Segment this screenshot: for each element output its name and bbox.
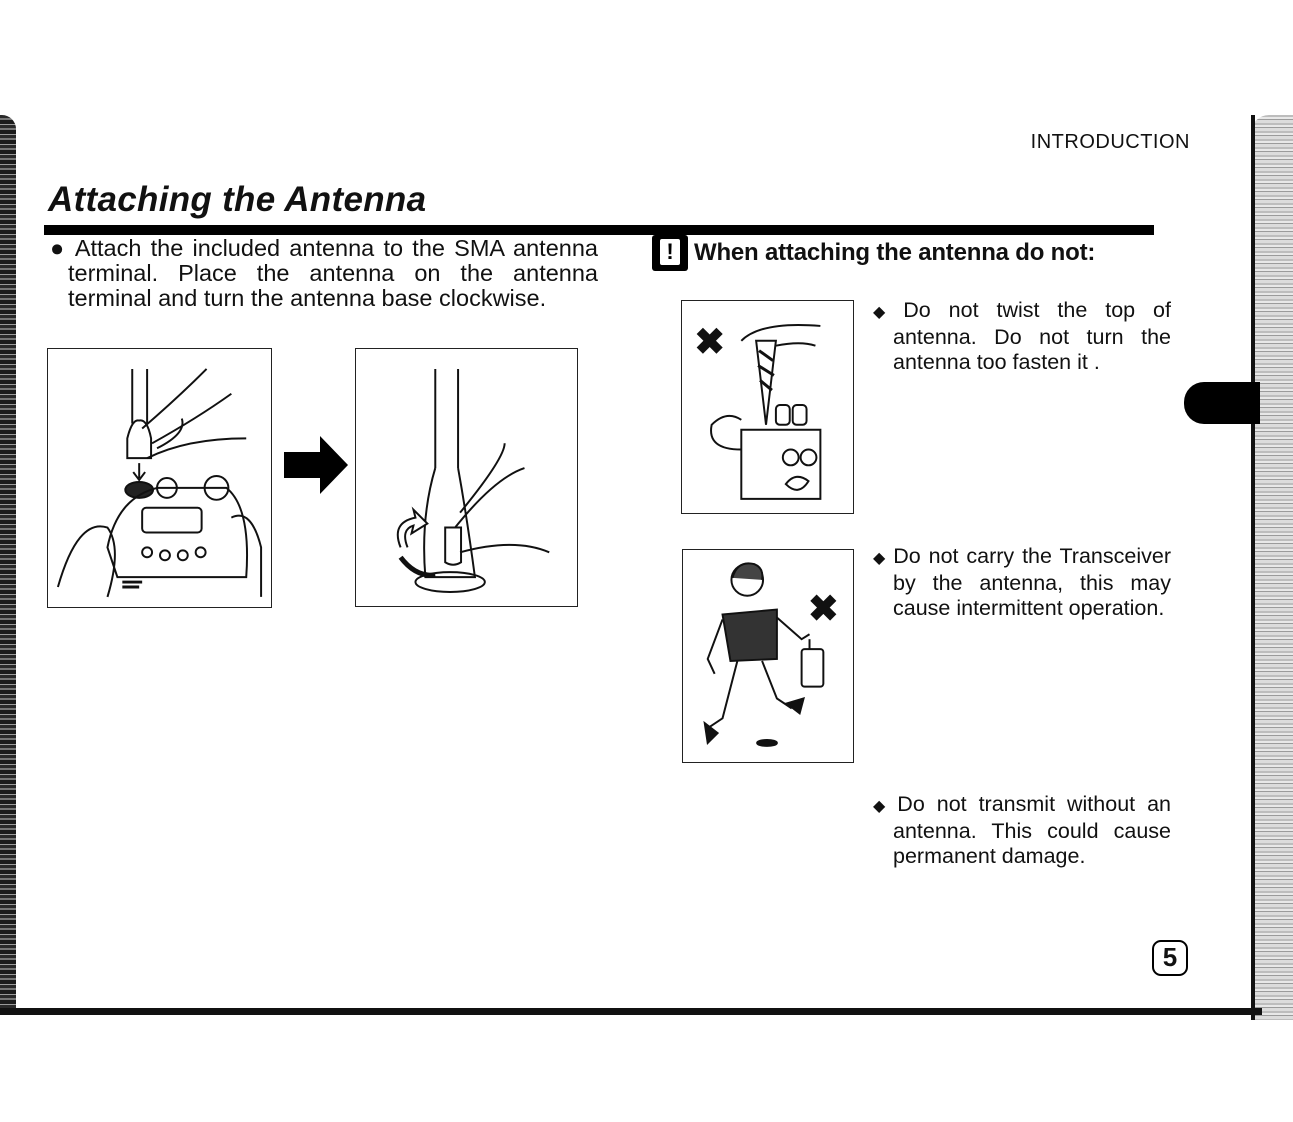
caution-note-3	[873, 792, 1171, 869]
caution-note-2	[873, 544, 1171, 621]
right-arrow-icon	[284, 436, 348, 494]
section-header: INTRODUCTION	[1030, 131, 1190, 153]
instruction-paragraph	[50, 236, 598, 311]
caution-heading	[652, 235, 1095, 271]
figure-turn-antenna-base	[355, 348, 578, 607]
diamond-bullet: ◆	[873, 304, 898, 321]
title-rule	[44, 225, 1154, 235]
prohibited-x-icon	[813, 598, 833, 618]
caution-note-1-text: Do not twist the top of antenna. Do not turn the antenna too fasten it .	[893, 298, 1171, 374]
bullet-dot: ●	[50, 235, 75, 261]
caution-note-3-text: Do not transmit without an antenna. This could cause permanent damage.	[893, 792, 1171, 868]
caution-note-1	[873, 298, 1171, 375]
scan-edge-left	[0, 115, 16, 1015]
caution-note-2-text: Do not carry the Transceiver by the antenna, this may cause intermittent operation.	[893, 544, 1171, 620]
figure-do-not-twist	[681, 300, 854, 514]
page-title: Attaching the Antenna	[48, 180, 427, 219]
instruction-text: Attach the included antenna to the SMA antenna terminal. Place the antenna on the antenna terminal and turn the antenna base clockwise.	[68, 235, 598, 311]
page-bottom-rule	[0, 1008, 1262, 1015]
page-number: 5	[1152, 940, 1188, 976]
figure-do-not-carry	[682, 549, 854, 763]
prohibited-x-icon	[700, 331, 720, 351]
figure-attach-antenna	[47, 348, 272, 608]
diamond-bullet: ◆	[873, 550, 888, 567]
section-thumb-tab	[1184, 382, 1260, 424]
scan-edge-right	[1251, 115, 1293, 1020]
diamond-bullet: ◆	[873, 798, 892, 815]
caution-heading-text: When attaching the antenna do not:	[694, 239, 1096, 266]
caution-icon	[652, 235, 688, 271]
